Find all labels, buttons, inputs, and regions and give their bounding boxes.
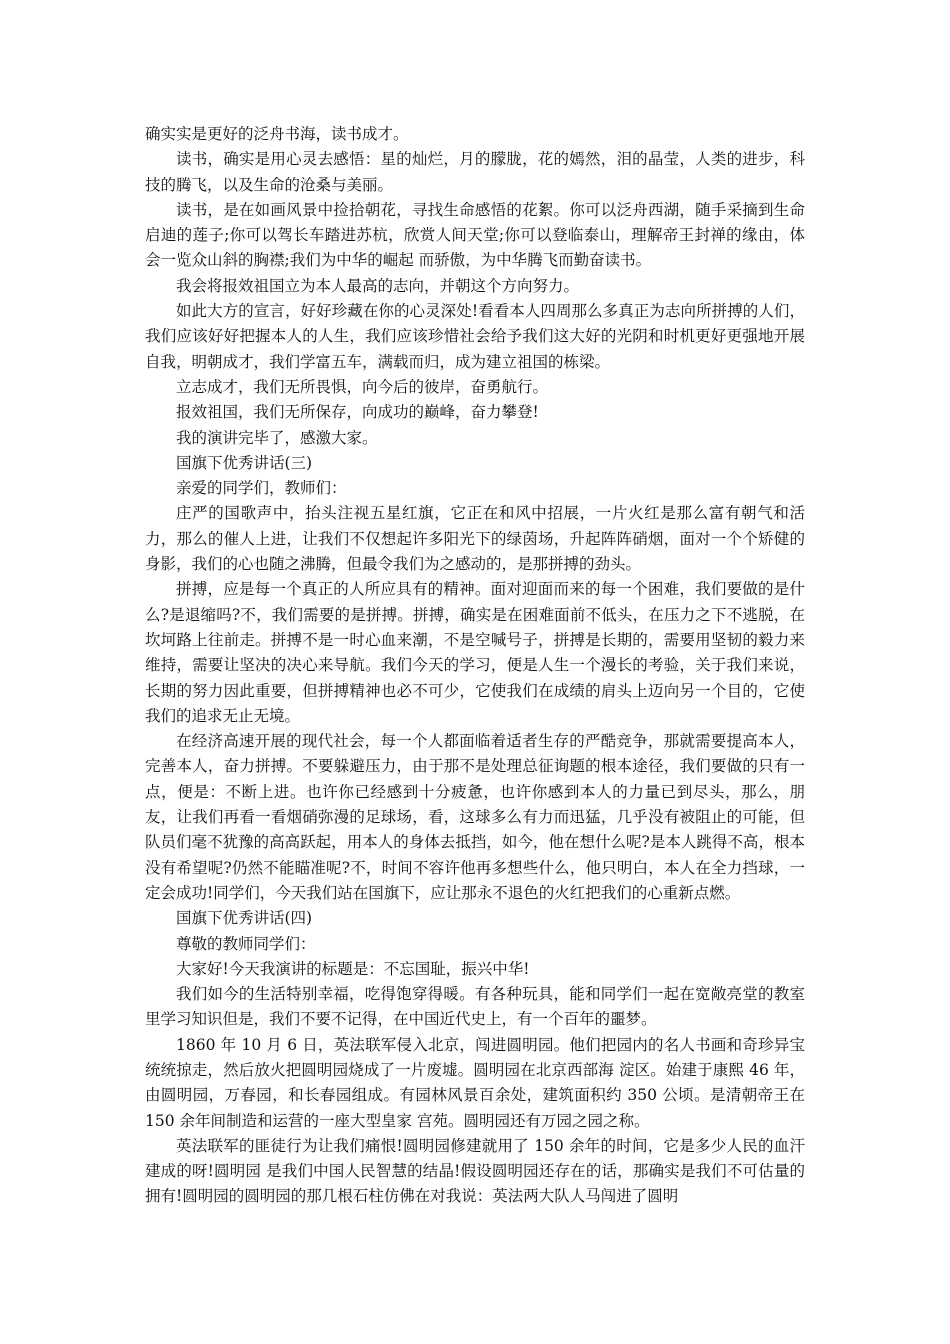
paragraph: 大家好!今天我演讲的标题是：不忘国耻，振兴中华!: [176, 959, 530, 978]
section-heading: 国旗下优秀讲话(三): [176, 453, 313, 472]
salutation: 亲爱的同学们，教师们：: [176, 479, 347, 498]
paragraph: 报效祖国，我们无所保存，向成功的巅峰，奋力攀登!: [176, 403, 539, 422]
paragraph: 我们如今的生活特别幸福，吃得饱穿得暖。有各种玩具，能和同学们一起在宽敞亮堂的教室里学习知识但是，我们不要不记得，在中国近代史上，有一个百年的噩梦。: [145, 985, 805, 1029]
paragraph: 在经济高速开展的现代社会，每一个人都面临着适者生存的严酷竞争，那就需要提高本人，完善本人，奋力拼搏。不要躲避压力，由于那不是处理总征询题的根本途径，我们要做的只有一点，便是：不断上进。也许你已经感到十分疲惫，也许你感到本人的力量已到尽头，那么，朋友，让我们再看一看烟硝弥漫的足球场，看，这球多么有力而迅猛，几乎没有被阻止的可能，但队员们毫不犹豫的高高跃起，用本人的身体去抵挡，如今，他在想什么呢?是本人跳得不高，根本没有希望呢?仍然不能瞄准呢?不，时间不容许他再多想些什么，他只明白，本人在全力挡球，一定会成功!同学们，今天我们站在国旗下，应让那永不退色的火红把我们的心重新点燃。: [145, 732, 805, 902]
paragraph: 庄严的国歌声中，抬头注视五星红旗，它正在和风中招展，一片火红是那么富有朝气和活力，那么的催人上进，让我们不仅想起许多阳光下的绿茵场，升起阵阵硝烟，面对一个个矫健的身影，我们的心也随之沸腾，但最令我们为之感动的，是那拼搏的劲头。: [145, 504, 805, 574]
paragraph: 英法联军的匪徒行为让我们痛恨!圆明园修建就用了 150 余年的时间，它是多少人民的血汗建成的呀!圆明园 是我们中国人民智慧的结晶!假设圆明园还存在的话，那确实是我们不可估量的拥有!圆明园的圆明园的那几根石柱仿佛在对我说：英法两大队人马闯进了圆明: [145, 1136, 805, 1206]
paragraph: 拼搏，应是每一个真正的人所应具有的精神。面对迎面而来的每一个困难，我们要做的是什么?是退缩吗?不，我们需要的是拼搏。拼搏，确实是在困难面前不低头，在压力之下不逃脱，在坎坷路上往前走。拼搏不是一时心血来潮，不是空喊号子，拼搏是长期的，需要用坚韧的毅力来维持，需要让坚决的决心来导航。我们今天的学习，便是人生一个漫长的考验，关于我们来说，长期的努力因此重要，但拼搏精神也必不可少，它使我们在成绩的肩头上迈向另一个目的，它使我们的追求无止无境。: [145, 580, 805, 725]
section-heading: 国旗下优秀讲话(四): [176, 909, 313, 928]
paragraph: 读书，确实是用心灵去感悟：星的灿烂，月的朦胧，花的嫣然，泪的晶莹，人类的进步，科技的腾飞，以及生命的沧桑与美丽。: [145, 150, 805, 194]
document-body: [145, 122, 805, 1210]
paragraph: 1860 年 10 月 6 日，英法联军侵入北京，闯进圆明园。他们把园内的名人书画和奇珍异宝统统掠走，然后放火把圆明园烧成了一片废墟。圆明园在北京西部海 淀区。始建于康熙 46 年，由圆明园，万春园，和长春园组成。有园林风景百余处，建筑面积约 350 公顷。是清朝帝王在 150 余年间制造和运营的一座大型皇家 宫苑。圆明园还有万园之园之称。: [145, 1035, 805, 1130]
paragraph: 我的演讲完毕了，感激大家。: [176, 428, 378, 447]
paragraph: 确实实是更好的泛舟书海，读书成才。: [145, 125, 409, 143]
paragraph: 立志成才，我们无所畏惧，向今后的彼岸，奋勇航行。: [176, 377, 549, 396]
paragraph: 如此大方的宣言，好好珍藏在你的心灵深处!看看本人四周那么多真正为志向所拼搏的人们，我们应该好好把握本人的人生，我们应该珍惜社会给予我们这大好的光阴和时机更好更强地开展自我，明朝成才，我们学富五车，满载而归，成为建立祖国的栋梁。: [145, 302, 805, 371]
salutation: 尊敬的教师同学们：: [176, 934, 316, 953]
paragraph: 读书，是在如画风景中捡拾朝花，寻找生命感悟的花絮。你可以泛舟西湖，随手采摘到生命启迪的莲子;你可以驾长车踏进苏杭，欣赏人间天堂;你可以登临泰山，理解帝王封禅的缘由，体会一览众山斜的胸襟;我们为中华的崛起 而骄傲，为中华腾飞而勤奋读书。: [145, 200, 805, 270]
paragraph: 我会将报效祖国立为本人最高的志向，并朝这个方向努力。: [176, 276, 580, 295]
